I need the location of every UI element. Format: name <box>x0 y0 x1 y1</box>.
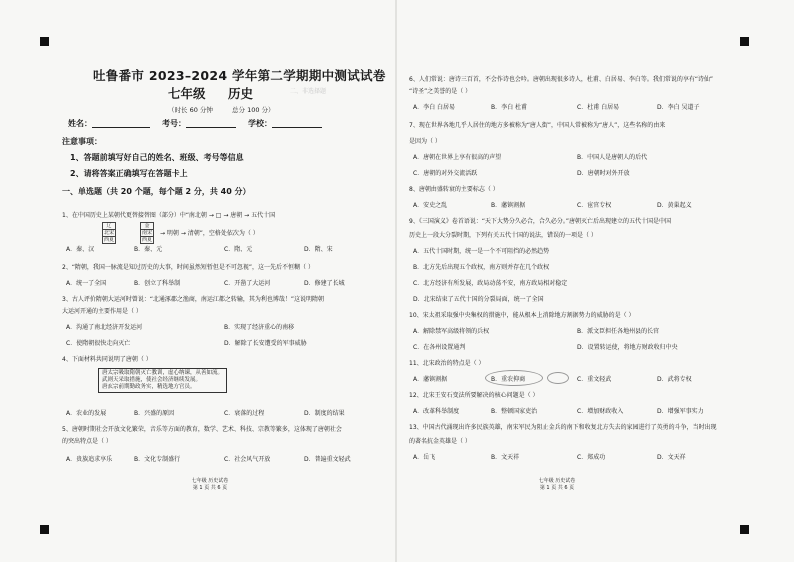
material-line: 唐太宗吸取隋朝灭亡教训，虚心纳谏，从善如流。 <box>102 370 224 376</box>
option-a[interactable]: A．农业的发展 <box>66 410 107 417</box>
page-footer <box>537 478 577 492</box>
option-c[interactable]: C．增加财政收入 <box>577 408 624 415</box>
school-field[interactable]: 学校： <box>248 120 322 128</box>
question-10-stem: 10、宋太祖采取强中央集权的措施中，能从根本上消除地方割据势力的威胁的是（ ） <box>409 312 635 319</box>
option-d[interactable]: D．隋、宋 <box>304 246 333 253</box>
option-b[interactable]: B．文化专制盛行 <box>134 456 181 463</box>
option-b[interactable]: B．派文臣担任各地州县的长官 <box>577 328 660 335</box>
option-a[interactable]: A．解除禁军高级将领的兵权 <box>413 328 490 335</box>
option-c[interactable]: C．开凿了大运河 <box>224 280 271 287</box>
option-d[interactable]: D．黄巢起义 <box>657 202 692 209</box>
footer-page-number: 第 1 页 共 6 页 <box>539 485 575 491</box>
option-a[interactable]: A．沟通了南北经济开发运河 <box>66 324 143 331</box>
page-footer <box>190 478 230 492</box>
option-d[interactable]: D．李白 吴道子 <box>657 104 700 111</box>
option-d[interactable]: D．北宋结束了五代十国的分裂局面，统一了全国 <box>413 296 544 303</box>
question-6-stem-continued: “诗圣”之美誉的是（ ） <box>409 88 472 95</box>
option-c[interactable]: C．唐朝的对外交流活跃 <box>413 170 478 177</box>
option-b[interactable]: B．李白 杜甫 <box>491 104 528 111</box>
right-page <box>397 0 794 562</box>
note-item: 2、请将答案正确填写在答题卡上 <box>70 169 188 178</box>
question-5-stem-continued: 的突出特点是（ ） <box>62 438 112 445</box>
note-item: 1、答题前填写好自己的姓名、班级、考号等信息 <box>70 153 244 162</box>
grade-label: 七年级 <box>168 86 206 101</box>
footer-subject: 七年级 历史试卷 <box>538 478 576 484</box>
option-c[interactable]: C．社会风气开放 <box>224 456 271 463</box>
option-b[interactable]: B．文天祥 <box>491 454 520 461</box>
question-13-stem: 13、中国古代涌现出许多民族英雄，南宋军民为阻止金兵的南下和收复北方失去的家园进行了英勇的斗争，当时出现 <box>409 424 717 431</box>
total-score-text: 总分 100 分） <box>232 106 275 114</box>
option-c[interactable]: C．郑成功 <box>577 454 606 461</box>
exam-number-field[interactable]: 考号： <box>162 120 236 128</box>
bleed-through-text: 二、非选择题 <box>290 88 327 95</box>
option-b[interactable]: B．藩镇割据 <box>491 202 526 209</box>
question-9-stem-continued: 历史上一段大分裂时期，下列有关五代十国的说法，错误的一项是（ ） <box>409 232 597 239</box>
option-d[interactable]: D．修建了长城 <box>304 280 345 287</box>
question-11-stem: 11、北宋政治的特点是（ ） <box>409 360 485 367</box>
option-c[interactable]: C．使隋朝很快走向灭亡 <box>66 340 131 347</box>
map-label: 南宋 <box>142 230 153 236</box>
registration-mark <box>740 37 749 46</box>
option-a[interactable]: A．藩镇割据 <box>413 376 448 383</box>
question-4-material <box>98 368 227 393</box>
question-4-stem: 4、下面材料共同说明了唐朝（ ） <box>62 356 152 363</box>
map-label: 西夏 <box>142 237 153 243</box>
option-b[interactable]: B．整顿国家吏治 <box>491 408 538 415</box>
option-b[interactable]: B．秦、元 <box>134 246 163 253</box>
registration-mark <box>40 37 49 46</box>
material-line: 唐玄宗前期勤政务实，精选地方官员。 <box>102 384 196 390</box>
question-6-stem: 6、人们常说：唐诗三百首，不会作诗也会吟。唐朝出现很多诗人，杜甫、白居易、李白等。我们常说的享有“诗仙” <box>409 76 714 83</box>
question-8-stem: 8、唐朝由盛转衰的主要标志（ ） <box>409 186 499 193</box>
option-a[interactable]: A．五代十国时期，统一是一个不可阻挡的必然趋势 <box>413 248 550 255</box>
question-1-stem: 1、在中国历史上某朝代更替接替图（部分）中“南北朝 → □ → 唐朝 → 五代十国 <box>62 212 276 219</box>
option-a[interactable]: A．李白 白居易 <box>413 104 456 111</box>
question-13-stem-continued: 的著名抗金英雄是（ ） <box>409 438 471 445</box>
option-a[interactable]: A．唐朝在世界上享有很高的声望 <box>413 154 502 161</box>
option-d[interactable]: D．文天祥 <box>657 454 686 461</box>
option-d[interactable]: D．武将专权 <box>657 376 692 383</box>
question-7-stem: 7、现在世界各地几乎人居住的地方多被称为“唐人街”，中国人常被称为“唐人”，这些名称的由来 <box>409 122 666 129</box>
map-label: 金 <box>140 222 154 230</box>
question-2-stem: 2、“隋朝，我国一脉流是知过历史的大事，时间虽然短暂但是不可忽视”，这一先后不恒糊（ ） <box>62 264 314 271</box>
exam-title: 吐鲁番市 2023–2024 学年第二学期期中测试试卷 <box>93 68 386 83</box>
option-c[interactable]: C．在各州设置通判 <box>413 344 466 351</box>
option-d[interactable]: D．唐朝时对外开放 <box>577 170 630 177</box>
option-d[interactable]: D．解除了长安遭受的军事威胁 <box>224 340 307 347</box>
option-d[interactable]: D．增强军事实力 <box>657 408 704 415</box>
option-c[interactable]: C．隋、元 <box>224 246 253 253</box>
option-b[interactable]: B．兴盛的原因 <box>134 410 175 417</box>
section-heading: 一、单选题（共 20 个题，每个题 2 分，共 40 分） <box>62 187 251 196</box>
footer-page-number: 第 1 页 共 6 页 <box>192 485 228 491</box>
registration-mark <box>40 525 49 534</box>
map-label: 北宋 <box>104 230 115 236</box>
option-c[interactable]: C．衰落的过程 <box>224 410 265 417</box>
question-3-stem: 3、古人评价隋朝大运河时曾说：“北通涿郡之渔商，南运江都之转输，其为利也博哉！”这说明隋朝 <box>62 296 325 303</box>
question-3-stem-continued: 大运河开通的主要作用是（ ） <box>62 308 142 315</box>
option-c[interactable]: C．重文轻武 <box>577 376 612 383</box>
option-a[interactable]: A．秦、汉 <box>66 246 95 253</box>
subject-label: 历史 <box>228 86 254 101</box>
option-a[interactable]: A．贵族追求享乐 <box>66 456 113 463</box>
question-1-stem-continued: → 明朝 → 清朝”，空格处依次为（ ） <box>160 230 259 237</box>
question-7-stem-continued: 是因为（ ） <box>409 138 441 145</box>
duration-text: （时长 60 分钟 <box>168 106 213 114</box>
option-b[interactable]: B．重农抑商 <box>491 376 526 383</box>
question-5-stem: 5、唐朝时期社会开放文化繁荣，音乐等方面的教育，数学、艺术、科技、宗教等繁多，这体现了唐朝社会 <box>62 426 342 433</box>
option-a[interactable]: A．改革科举制度 <box>413 408 460 415</box>
bleed-through-mark <box>547 372 569 384</box>
option-b[interactable]: B．创立了科举制 <box>134 280 181 287</box>
option-b[interactable]: B．实现了经济重心的南移 <box>224 324 295 331</box>
name-field[interactable]: 姓名： <box>68 120 150 128</box>
option-d[interactable]: D．制度的结果 <box>304 410 345 417</box>
question-9-stem: 9、《三国演义》卷首语说：“天下大势分久必合，合久必分。”唐朝灭亡后出现建立的五代十国是中国 <box>409 218 672 225</box>
question-12-stem: 12、北宋王安石变法所要解决的核心问题是（ ） <box>409 392 539 399</box>
footer-subject: 七年级 历史试卷 <box>191 478 229 484</box>
option-c[interactable]: C．杜甫 白居易 <box>577 104 620 111</box>
map-label: 西夏 <box>104 237 115 243</box>
option-d[interactable]: D．普遍重文轻武 <box>304 456 351 463</box>
option-b[interactable]: B．北方先后出现五个政权，南方则并存在几个政权 <box>413 264 550 271</box>
registration-mark <box>740 525 749 534</box>
option-a[interactable]: A．岳飞 <box>413 454 436 461</box>
option-c[interactable]: C．北方经济有所发展，政局动荡不安，南方政局相对稳定 <box>413 280 568 287</box>
option-c[interactable]: C．宦官专权 <box>577 202 612 209</box>
option-a[interactable]: A．统一了全国 <box>66 280 107 287</box>
notes-heading: 注意事项： <box>62 137 102 146</box>
material-line: 武则天采取措施，使社会经济继续发展。 <box>102 377 202 383</box>
option-d[interactable]: D．设置转运使，将地方财政收归中央 <box>577 344 678 351</box>
option-a[interactable]: A．安史之乱 <box>413 202 448 209</box>
option-b[interactable]: B．中国人是唐朝人的后代 <box>577 154 648 161</box>
map-label: 辽 <box>102 222 116 230</box>
